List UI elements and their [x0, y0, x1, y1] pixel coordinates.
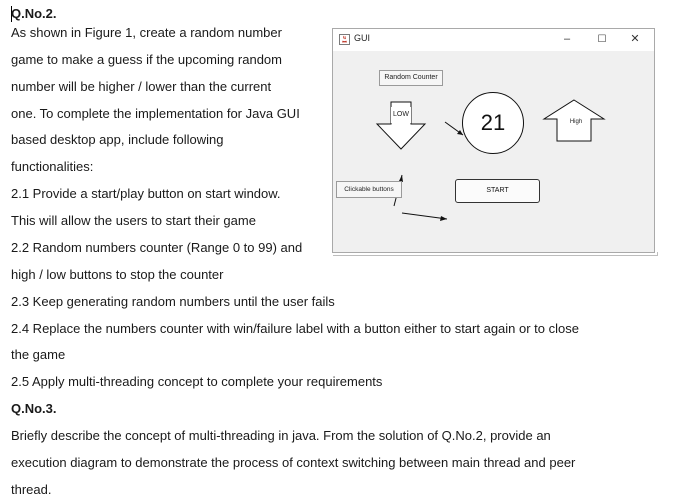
text-line: based desktop app, include following [11, 132, 224, 147]
text-line: functionalities: [11, 159, 94, 174]
start-button[interactable]: START [455, 179, 540, 203]
java-app-icon [339, 34, 350, 45]
close-button[interactable]: ✕ [630, 33, 640, 45]
q2-heading: Q.No.2. [11, 6, 57, 21]
text-line: game to make a guess if the upcoming random [11, 52, 282, 67]
text-line: number will be higher / lower than the current [11, 79, 272, 94]
minimize-button[interactable]: – [563, 33, 571, 45]
text-line: 2.1 Provide a start/play button on start window. [11, 186, 281, 201]
maximize-button[interactable]: ☐ [597, 34, 607, 45]
text-line: 2.5 Apply multi-threading concept to complete your requirements [11, 374, 383, 389]
arrowhead [440, 216, 447, 221]
text-line: This will allow the users to start their game [11, 213, 256, 228]
q3-heading: Q.No.3. [11, 401, 57, 416]
text-line: Briefly describe the concept of multi-threading in java. From the solution of Q.No.2, provide an [11, 428, 551, 443]
counter-display: 21 [462, 92, 524, 154]
text-line: thread. [11, 482, 52, 497]
text-line: the game [11, 347, 66, 362]
text-line: high / low buttons to stop the counter [11, 267, 224, 282]
text-line: 2.2 Random numbers counter (Range 0 to 99) and [11, 240, 303, 255]
text-line: 2.4 Replace the numbers counter with win/failure label with a button either to start again or to close [11, 321, 579, 336]
clickable-buttons-label: Clickable buttons [336, 181, 402, 198]
random-counter-label: Random Counter [379, 70, 443, 86]
figure-gui-window [332, 28, 655, 253]
text-line: As shown in Figure 1, create a random number [11, 25, 282, 40]
window-title: GUI [354, 33, 371, 43]
low-button[interactable]: LOW [391, 107, 411, 123]
window-titlebar [333, 29, 654, 51]
start-pointer-arrow [402, 213, 447, 219]
high-button[interactable]: High [569, 119, 583, 125]
text-line: one. To complete the implementation for Java GUI [11, 106, 300, 121]
text-line: execution diagram to demonstrate the process of context switching between main thread and peer [11, 455, 576, 470]
text-line: 2.3 Keep generating random numbers until the user fails [11, 294, 335, 309]
